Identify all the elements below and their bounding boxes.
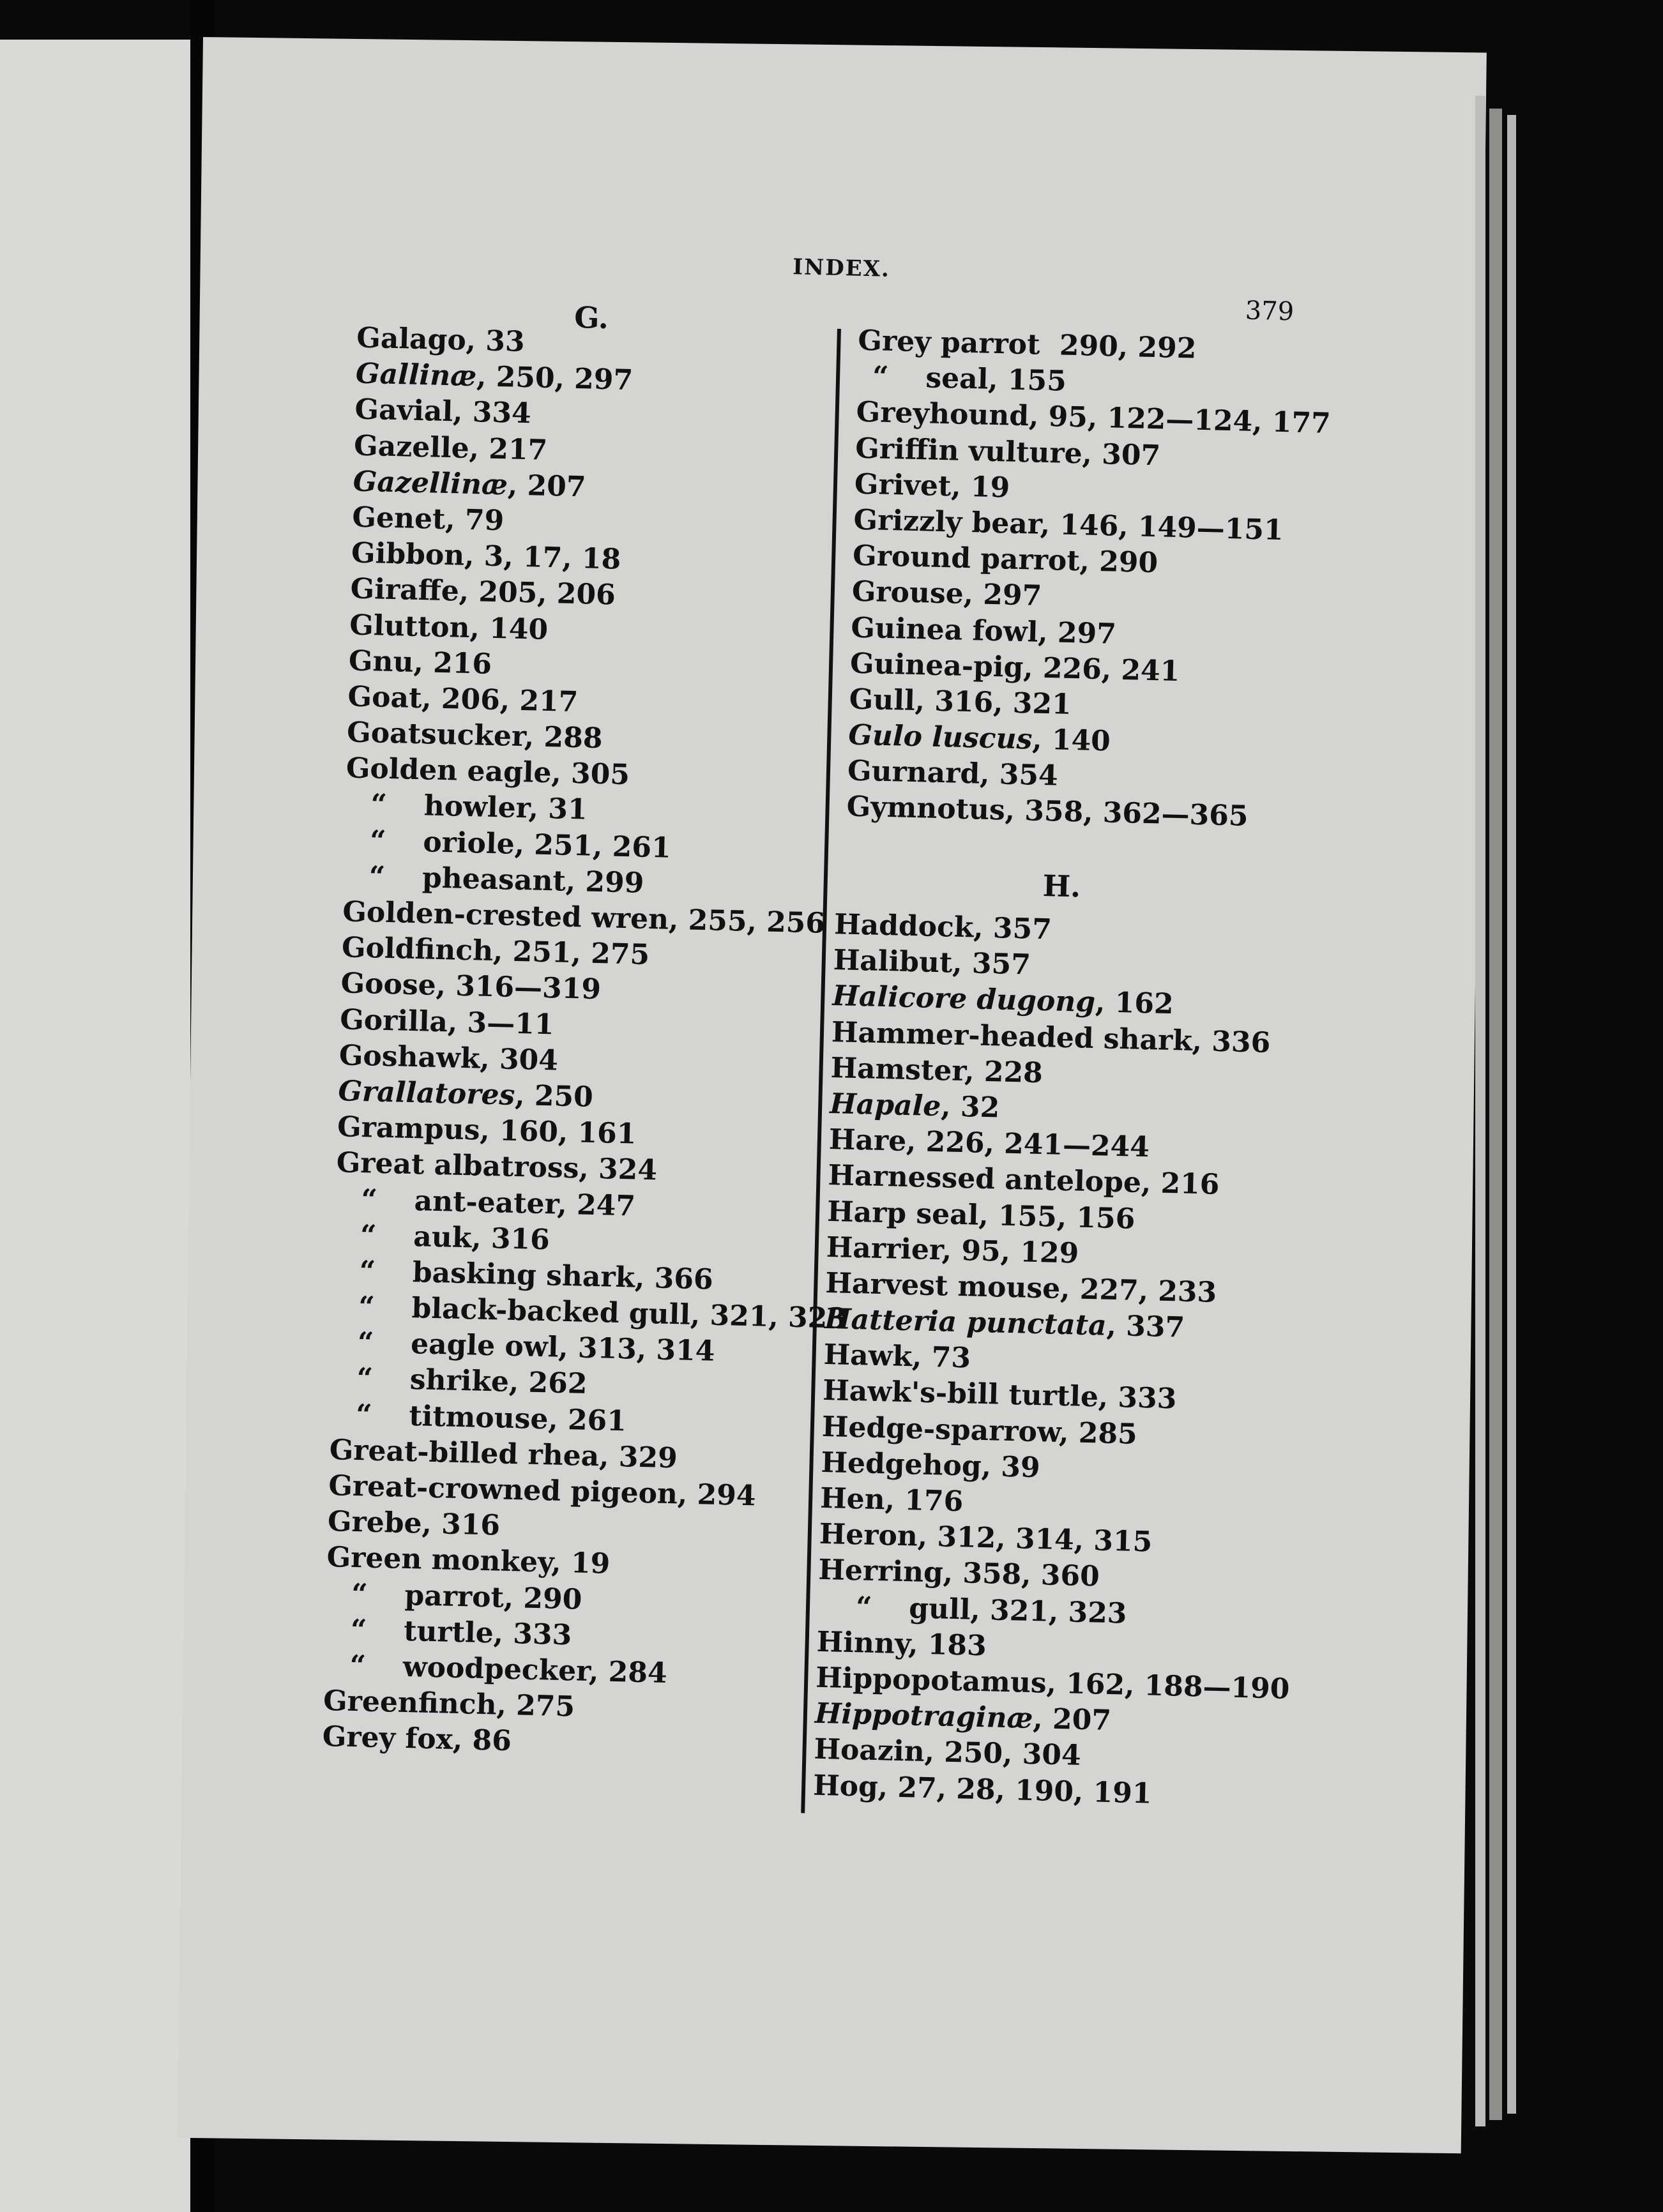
- index-text: parrot, 290: [404, 1579, 582, 1616]
- index-text: Giraffe, 205, 206: [350, 572, 616, 612]
- index-text: Goshawk, 304: [338, 1038, 559, 1077]
- ditto-mark: “: [349, 1649, 367, 1683]
- index-text: Hinny, 183: [816, 1625, 987, 1662]
- index-text: Guinea-pig, 226, 241: [849, 647, 1180, 688]
- ditto-gap: [372, 1424, 409, 1425]
- index-text: auk, 316: [413, 1220, 551, 1257]
- index-text: Hen, 176: [819, 1481, 964, 1519]
- index-text: Hoazin, 250, 304: [813, 1733, 1082, 1773]
- index-text: , 207: [507, 469, 587, 504]
- index-text: Gavial, 334: [354, 393, 532, 430]
- ditto-indent: [335, 1244, 360, 1245]
- index-text: Herring, 358, 360: [817, 1554, 1100, 1593]
- index-term: Gulo luscus: [847, 718, 1033, 756]
- index-text: Goatsucker, 288: [346, 716, 604, 755]
- index-text: Hawk's-bill turtle, 333: [822, 1374, 1177, 1416]
- index-text: Gorilla, 3—11: [339, 1003, 555, 1041]
- index-text: woodpecker, 284: [402, 1650, 668, 1690]
- index-text: Gymnotus, 358, 362—365: [846, 790, 1249, 833]
- index-text: Hare, 226, 241—244: [828, 1123, 1150, 1164]
- ditto-gap: [872, 1616, 909, 1617]
- section-heading-h: H.: [1042, 868, 1081, 904]
- ditto-mark: “: [357, 1326, 374, 1360]
- index-text: Gazelle, 217: [353, 429, 548, 467]
- index-text: basking shark, 366: [412, 1255, 714, 1296]
- index-text: Grampus, 160, 161: [337, 1110, 637, 1151]
- index-text: Heron, 312, 314, 315: [819, 1517, 1153, 1559]
- index-text: Great albatross, 324: [336, 1146, 658, 1187]
- index-text: Hawk, 73: [823, 1338, 971, 1375]
- index-text: , 250: [514, 1079, 594, 1114]
- index-text: Goat, 206, 217: [347, 680, 579, 719]
- index-text: eagle owl, 313, 314: [410, 1328, 715, 1368]
- ditto-gap: [373, 1388, 410, 1389]
- ditto-mark: “: [359, 1254, 376, 1288]
- ditto-indent: [817, 1615, 856, 1616]
- ditto-gap: [385, 886, 422, 887]
- index-text: Great-billed rhea, 329: [329, 1433, 678, 1475]
- index-text: Hippopotamus, 162, 188—190: [815, 1661, 1290, 1706]
- index-text: titmouse, 261: [408, 1399, 627, 1437]
- ditto-indent: [330, 1423, 356, 1424]
- ditto-mark: “: [369, 824, 387, 858]
- index-text: , 337: [1105, 1309, 1185, 1344]
- index-text: , 32: [940, 1090, 1000, 1125]
- index-text: Grebe, 316: [327, 1505, 501, 1542]
- running-head: INDEX.: [792, 254, 891, 282]
- index-text: pheasant, 299: [421, 861, 644, 900]
- index-text: Harnessed antelope, 216: [827, 1159, 1220, 1202]
- index-text: Greenfinch, 275: [323, 1685, 575, 1723]
- index-text: turtle, 333: [403, 1614, 572, 1652]
- index-text: Harrier, 95, 129: [826, 1231, 1079, 1270]
- ditto-mark: “: [356, 1362, 374, 1396]
- index-term: Gazellinæ: [353, 465, 508, 502]
- ditto-indent: [335, 1208, 361, 1209]
- index-text: , 250, 297: [476, 360, 634, 397]
- ditto-gap: [374, 1352, 411, 1353]
- index-text: oriole, 251, 261: [422, 825, 672, 865]
- index-text: Green monkey, 19: [326, 1541, 611, 1581]
- index-text: Genet, 79: [351, 501, 505, 538]
- index-text: Halibut, 357: [833, 944, 1031, 981]
- index-text: Gurnard, 354: [847, 754, 1059, 792]
- index-text: Ground parrot, 290: [852, 539, 1158, 580]
- ditto-gap: [376, 1281, 413, 1282]
- index-text: Hamster, 228: [830, 1051, 1044, 1089]
- index-text: Golden eagle, 305: [346, 752, 630, 792]
- index-text: Harp seal, 155, 156: [826, 1195, 1135, 1236]
- index-text: Grey fox, 86: [322, 1720, 512, 1758]
- index-text: Galago, 33: [356, 321, 526, 358]
- index-text: Hedge-sparrow, 285: [821, 1410, 1138, 1451]
- index-text: Gibbon, 3, 17, 18: [351, 536, 621, 576]
- index-text: Grouse, 297: [851, 575, 1042, 613]
- index-text: Greyhound, 95, 122—124, 177: [856, 396, 1332, 441]
- index-text: Hedgehog, 39: [820, 1446, 1041, 1485]
- ditto-indent: [343, 885, 368, 886]
- index-text: , 140: [1031, 723, 1111, 758]
- ditto-indent: [332, 1351, 358, 1352]
- index-text: Goose, 316—319: [340, 967, 602, 1006]
- index-text: Gull, 316, 321: [849, 683, 1072, 721]
- index-text: Hammer-headed shark, 336: [831, 1015, 1271, 1059]
- index-text: Haddock, 357: [833, 908, 1052, 946]
- section-heading-g: G.: [573, 299, 609, 336]
- page-number: 379: [1245, 296, 1295, 327]
- index-column-right-g: [846, 323, 1333, 837]
- index-text: Goldfinch, 251, 275: [341, 931, 650, 972]
- ditto-mark: “: [351, 1577, 368, 1611]
- ditto-mark: “: [368, 860, 386, 893]
- index-text: Guinea fowl, 297: [850, 611, 1117, 651]
- index-term: Gallinæ: [355, 357, 477, 393]
- index-text: gull, 321, 323: [908, 1591, 1128, 1630]
- ditto-mark: “: [355, 1398, 373, 1432]
- ditto-indent: [324, 1674, 349, 1675]
- index-text: ant-eater, 247: [414, 1184, 636, 1223]
- index-text: howler, 31: [423, 789, 588, 827]
- index-term: Hatteria punctata: [824, 1302, 1107, 1342]
- ditto-gap: [367, 1603, 404, 1604]
- ditto-mark: “: [360, 1183, 378, 1216]
- index-text: Grey parrot 290, 292: [857, 324, 1197, 365]
- index-text: Grizzly bear, 146, 149—151: [853, 503, 1284, 547]
- index-text: Glutton, 140: [349, 608, 549, 646]
- ditto-mark: “: [358, 1291, 376, 1324]
- ditto-mark: “: [370, 788, 388, 822]
- index-text: shrike, 262: [409, 1363, 588, 1401]
- ditto-mark: “: [872, 360, 890, 394]
- index-text: seal, 155: [925, 361, 1067, 398]
- index-text: Harvest mouse, 227, 233: [824, 1266, 1217, 1309]
- index-text: Gnu, 216: [348, 644, 492, 681]
- index-text: Great-crowned pigeon, 294: [328, 1469, 757, 1513]
- index-text: Hog, 27, 28, 190, 191: [812, 1769, 1153, 1810]
- ditto-mark: “: [855, 1590, 872, 1624]
- index-column-right-h: [813, 907, 1309, 1815]
- index-text: , 207: [1032, 1702, 1112, 1738]
- index-term: Hapale: [829, 1087, 941, 1123]
- index-text: , 162: [1095, 986, 1174, 1021]
- index-column-left: [322, 321, 871, 1768]
- ditto-mark: “: [350, 1613, 367, 1647]
- ditto-gap: [367, 1639, 404, 1640]
- index-text: Golden-crested wren, 255, 256: [342, 895, 826, 940]
- index-text: Griffin vulture, 307: [854, 432, 1161, 472]
- ditto-gap: [366, 1675, 403, 1676]
- ditto-indent: [333, 1315, 358, 1316]
- ditto-gap: [888, 386, 925, 387]
- ditto-gap: [386, 814, 423, 815]
- ditto-mark: “: [360, 1218, 377, 1252]
- index-text: Grivet, 19: [854, 467, 1010, 504]
- ditto-indent: [344, 849, 370, 850]
- index-term: Grallatores: [337, 1075, 515, 1112]
- index-text: black-backed gull, 321, 323: [411, 1292, 847, 1335]
- ditto-indent: [331, 1387, 356, 1388]
- index-term: Hippotraginæ: [814, 1697, 1034, 1736]
- index-term: Halicore dugong: [832, 980, 1096, 1019]
